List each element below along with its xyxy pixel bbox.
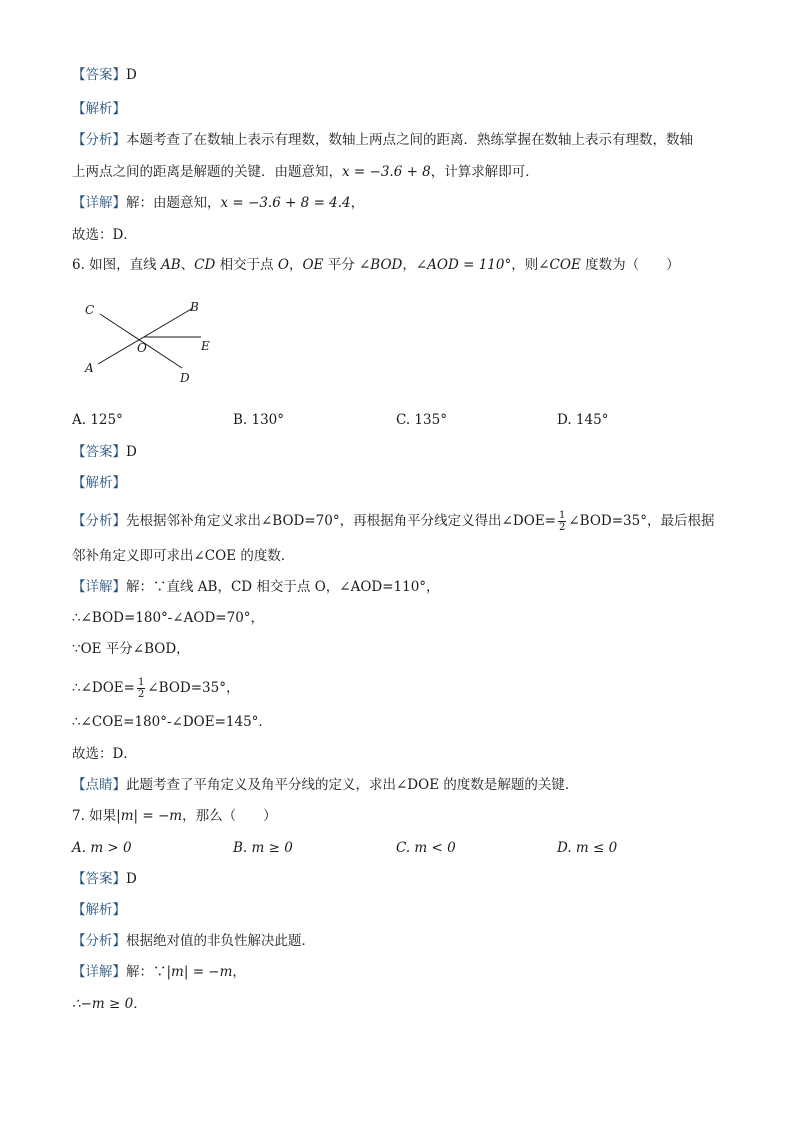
q5-detail-comma: ，	[350, 195, 365, 211]
q6-option-d: D. 145°	[557, 412, 609, 428]
q6-detail-1: 解：∵直线 AB，CD 相交于点 O，∠AOD=110°，	[126, 579, 440, 595]
q6-option-b: B. 130°	[233, 412, 285, 428]
q7-option-c: C. m < 0	[396, 840, 456, 856]
q6-answer: D	[126, 444, 137, 460]
q6-point-o: O	[277, 257, 289, 273]
q6-analysis-text-1a: 先根据邻补角定义求出∠BOD=70°，再根据角平分线定义得出∠DOE=	[126, 513, 556, 529]
label-b: B	[190, 300, 199, 314]
q5-fenxi-line-1	[72, 131, 693, 149]
q7-option-b: B. m ≥ 0	[233, 840, 293, 856]
q5-fenxi-line-2	[72, 163, 539, 181]
q7-detail-a: 解：∵	[126, 964, 167, 980]
q6-stem-g: 度数为（ ）	[580, 257, 680, 273]
q7-answer-line	[72, 870, 137, 888]
q5-analysis-tag-line	[72, 100, 126, 118]
q6-detail-4a: ∴∠DOE=	[72, 680, 135, 696]
q7-analysis-tag-line	[72, 901, 126, 919]
label-a: A	[85, 361, 94, 375]
q6-detail-line-5: ∴∠COE=180°-∠DOE=145°．	[72, 714, 272, 730]
q6-choose-line: 故选：D．	[72, 746, 137, 762]
q5-expression-2: x = −3.6 + 8 = 4.4	[220, 195, 351, 211]
q6-detail-line-2: ∴∠BOD=180°-∠AOD=70°，	[72, 610, 265, 626]
q5-analysis-text-2b: ，计算求解即可．	[430, 164, 539, 180]
answer-tag: 【答案】	[72, 444, 126, 460]
q6-detail-line-3: ∵OE 平分∠BOD，	[72, 641, 190, 657]
q6-stem-e: ，	[402, 257, 416, 273]
q7-detail-expression: |m| = −m	[166, 964, 233, 980]
fraction-denominator: 2	[558, 522, 566, 533]
q6-option-a: A. 125°	[72, 412, 123, 428]
q6-detail-line-4	[72, 677, 239, 700]
q7-fenxi-line	[72, 932, 315, 950]
q6-detail-4b: ∠BOD=35°，	[147, 680, 240, 696]
fraction-numerator: 1	[558, 510, 566, 521]
q6-comment: 此题考查了平角定义及角平分线的定义，求出∠DOE 的度数是解题的关键．	[126, 777, 579, 793]
fraction-half	[137, 677, 145, 700]
q6-fenxi-line-2	[72, 547, 294, 565]
q6-ray-oe: OE	[302, 257, 324, 273]
q6-comment-line	[72, 776, 578, 794]
q7-detail-comma: ，	[232, 964, 246, 980]
label-d: D	[180, 371, 190, 385]
q6-stem-f: ，则	[511, 257, 539, 273]
fraction-denominator: 2	[137, 689, 145, 700]
label-c: C	[85, 303, 95, 317]
q6-angle-bod: ∠BOD	[359, 257, 403, 273]
q6-answer-line	[72, 443, 137, 461]
q6-detail-line-1	[72, 578, 440, 596]
fenxi-tag: 【分析】	[72, 513, 126, 529]
q6-analysis-tag-line	[72, 474, 126, 492]
q6-analysis-text-2: 邻补角定义即可求出∠COE 的度数．	[72, 548, 295, 564]
label-o: O	[137, 341, 147, 355]
q6-fenxi-line-1	[72, 510, 714, 533]
q6-figure	[78, 292, 228, 392]
q5-choose-line	[72, 226, 137, 244]
analysis-tag: 【解析】	[72, 101, 126, 117]
q5-analysis-text-2a: 上两点之间的距离是解题的关键．由题意知，	[72, 164, 342, 180]
line-ab	[98, 308, 193, 364]
detail-tag: 【详解】	[72, 579, 126, 595]
q6-stem-c: ，	[288, 257, 303, 273]
q7-stem	[72, 807, 277, 825]
q7-stem-b: ，那么（ ）	[182, 808, 277, 824]
q6-angle-coe: ∠COE	[538, 257, 581, 273]
fraction-numerator: 1	[137, 677, 145, 688]
fraction-half	[558, 510, 566, 533]
analysis-tag: 【解析】	[72, 475, 126, 491]
fenxi-tag: 【分析】	[72, 132, 126, 148]
q6-line-cd: CD	[194, 257, 216, 273]
q5-answer-line	[72, 66, 137, 84]
q6-angle-aod: ∠AOD = 110°	[415, 257, 512, 273]
q5-detail-line	[72, 194, 364, 212]
fenxi-tag: 【分析】	[72, 933, 126, 949]
q5-expression-1: x = −3.6 + 8	[342, 164, 431, 180]
q7-option-a: A. m > 0	[72, 840, 132, 856]
answer-tag: 【答案】	[72, 67, 126, 83]
detail-tag: 【详解】	[72, 964, 126, 980]
q5-detail-text: 解：由题意知，	[126, 195, 221, 211]
q6-option-c: C. 135°	[396, 412, 447, 428]
answer-tag: 【答案】	[72, 871, 126, 887]
q6-analysis-text-1b: ∠BOD=35°，最后根据	[568, 513, 715, 529]
q6-stem	[72, 256, 680, 274]
q5-answer: D	[126, 67, 137, 83]
q6-stem-d: 平分	[323, 257, 359, 273]
analysis-tag: 【解析】	[72, 902, 126, 918]
detail-tag: 【详解】	[72, 195, 126, 211]
comment-tag: 【点睛】	[72, 777, 126, 793]
q5-analysis-text-1: 本题考查了在数轴上表示有理数，数轴上两点之间的距离．熟练掌握在数轴上表示有理数，数轴	[126, 132, 693, 148]
q7-stem-a: 7. 如果	[72, 808, 117, 824]
q7-analysis-text: 根据绝对值的非负性解决此题．	[126, 933, 315, 949]
q6-sep: 、	[180, 257, 195, 273]
q6-line-ab: AB	[160, 257, 181, 273]
q7-last-line: ∴−m ≥ 0．	[72, 996, 147, 1012]
q5-choose: 故选：D．	[72, 227, 137, 243]
label-e: E	[201, 339, 210, 353]
q6-stem-b: 相交于点	[215, 257, 278, 273]
q7-expression: |m| = −m	[116, 808, 183, 824]
q7-option-d: D. m ≤ 0	[557, 840, 618, 856]
q7-answer: D	[126, 871, 137, 887]
q6-stem-a: 6. 如图，直线	[72, 257, 161, 273]
q7-detail-line	[72, 963, 246, 981]
